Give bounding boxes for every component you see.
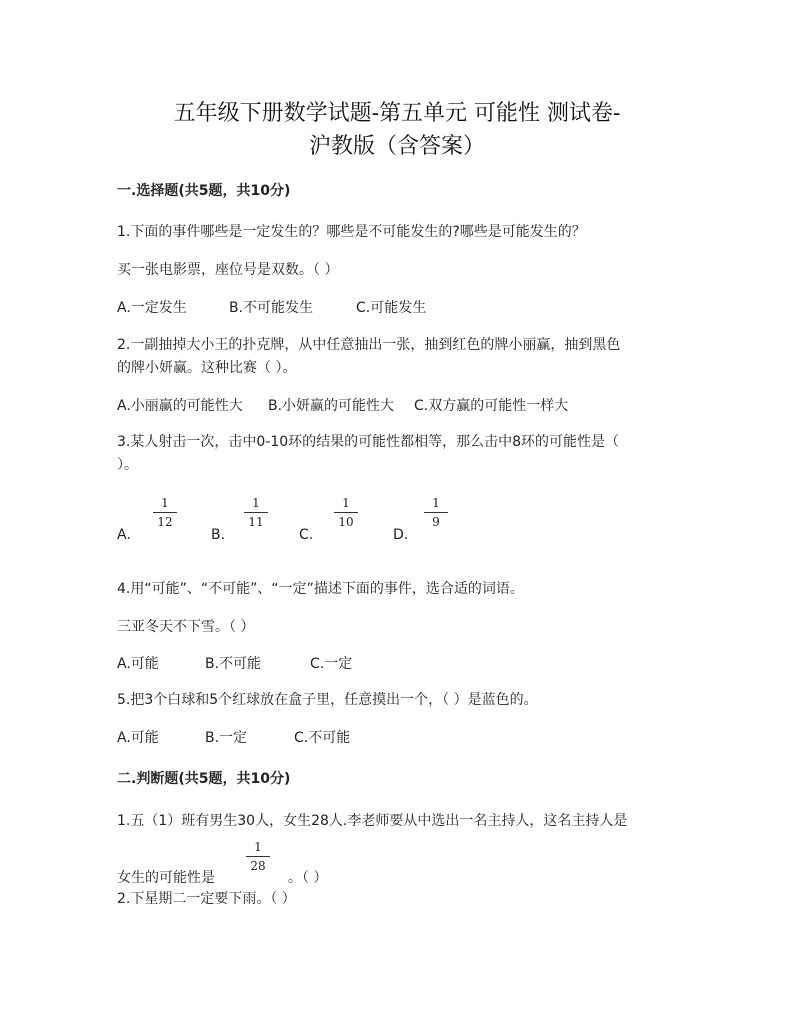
fraction-bar [153, 512, 177, 513]
judge-q2-stem: 2.下星期二一定要下雨。（ ） [117, 891, 296, 907]
fraction-denominator: 10 [338, 515, 354, 529]
q4-option-a: A.可能 [117, 656, 159, 672]
q3-stem-line-1: 3.某人射击一次，击中0-10环的结果的可能性都相等，那么击中8环的可能性是（ [117, 434, 620, 450]
q4-stem: 4.用“可能”、“不可能”、“一定”描述下面的事件，选合适的词语。 [117, 581, 524, 597]
judge-q1-stem-pre: 女生的可能性是 [117, 870, 215, 886]
fraction-denominator: 9 [432, 515, 440, 529]
judge-q1-stem-post: 。（ ） [288, 870, 328, 886]
fraction-numerator: 1 [254, 840, 262, 854]
fraction-numerator: 1 [161, 496, 169, 510]
q3-option-c-label: C. [299, 527, 314, 543]
fraction-denominator: 28 [250, 859, 266, 873]
q3-option-d-fraction [424, 496, 448, 529]
q3-option-c-fraction [334, 496, 358, 529]
q1-option-c: C.可能发生 [356, 300, 427, 316]
q2-option-c: C.双方赢的可能性一样大 [414, 398, 569, 414]
q1-option-a: A.一定发生 [117, 300, 187, 316]
q2-stem-line-1: 2.一副抽掉大小王的扑克牌，从中任意抽出一张，抽到红色的牌小丽赢，抽到黑色 [117, 337, 621, 353]
fraction-bar [246, 856, 270, 857]
q2-option-a: A.小丽赢的可能性大 [117, 398, 243, 414]
q5-option-a: A.可能 [117, 730, 159, 746]
q1-sub: 买一张电影票，座位号是双数。（ ） [117, 262, 339, 278]
q3-option-b-fraction [244, 496, 268, 529]
fraction-denominator: 12 [157, 515, 173, 529]
fraction-denominator: 11 [248, 515, 264, 529]
judge-q1-fraction [246, 840, 270, 873]
fraction-bar [424, 512, 448, 513]
q3-option-a-label: A. [117, 527, 131, 543]
section-1-heading: 一.选择题(共5题，共10分) [117, 183, 291, 199]
q4-option-b: B.不可能 [205, 656, 262, 672]
q2-option-b: B.小妍赢的可能性大 [268, 398, 395, 414]
q2-stem-line-2: 的牌小妍赢。这种比赛（ ）。 [117, 360, 297, 376]
q5-stem: 5.把3个白球和5个红球放在盒子里，任意摸出一个，（ ）是蓝色的。 [117, 692, 538, 708]
fraction-bar [244, 512, 268, 513]
judge-q1-stem-line-1: 1.五（1）班有男生30人，女生28人.李老师要从中选出一名主持人，这名主持人是 [117, 813, 628, 829]
q3-option-b-label: B. [211, 527, 226, 543]
q1-stem: 1.下面的事件哪些是一定发生的？哪些是不可能发生的?哪些是可能发生的？ [117, 224, 586, 240]
q4-option-c: C.一定 [310, 656, 353, 672]
q4-sub: 三亚冬天不下雪。（ ） [117, 619, 255, 635]
fraction-numerator: 1 [252, 496, 260, 510]
q5-option-b: B.一定 [205, 730, 248, 746]
q3-stem-line-2: ）。 [117, 457, 138, 473]
q1-option-b: B.不可能发生 [229, 300, 314, 316]
q5-option-c: C.不可能 [294, 730, 351, 746]
fraction-bar [334, 512, 358, 513]
q3-option-d-label: D. [393, 527, 409, 543]
q3-option-a-fraction [153, 496, 177, 529]
title-line-1: 五年级下册数学试题-第五单元 可能性 测试卷- [173, 101, 621, 126]
section-2-heading: 二.判断题(共5题，共10分) [117, 771, 291, 787]
title-line-2: 沪教版（含答案） [308, 134, 485, 159]
fraction-numerator: 1 [342, 496, 350, 510]
fraction-numerator: 1 [432, 496, 440, 510]
